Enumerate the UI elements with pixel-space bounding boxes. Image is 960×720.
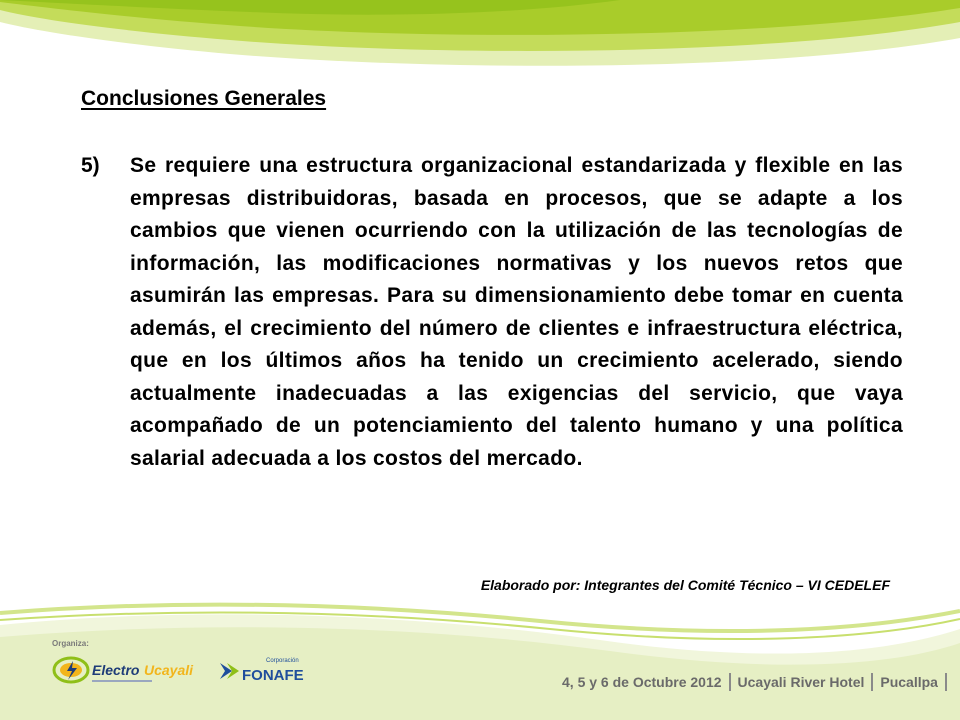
- section-heading: Conclusiones Generales: [81, 87, 327, 110]
- fonafe-corporacion-text: Corporación: [266, 658, 299, 664]
- separator: [945, 673, 947, 691]
- credit-line: Elaborado por: Integrantes del Comité Técnico – VI CEDELEF: [480, 577, 890, 593]
- electro-ucayali-logo: [52, 651, 232, 689]
- ucayali-word: Ucayali: [144, 662, 194, 678]
- separator: [871, 673, 873, 691]
- event-info: [562, 673, 954, 691]
- fonafe-logo: [218, 651, 323, 689]
- event-dates: 4, 5 y 6 de Octubre 2012: [562, 674, 722, 690]
- item-number: 5): [81, 154, 100, 177]
- conclusion-item: [81, 150, 903, 475]
- event-city: Pucallpa: [880, 674, 938, 690]
- top-swoosh-decoration: [0, 0, 960, 80]
- electro-word: Electro: [92, 662, 140, 678]
- item-text: Se requiere una estructura organizacional estandarizada y flexible en las empresas distribuidoras, basada en procesos, que se adapte a los cambios que vienen ocurriendo con la utilización de las tecnologías de información, las modificaciones normativas y los nuevos retos que asumirán las empresas. Para su dimensionamiento debe tomar en cuenta además, el crecimiento del número de clientes e infraestructura eléctrica, que en los últimos años ha tenido un crecimiento acelerado, siendo actualmente inadecuadas a las exigencias del servicio, que vaya acompañado de un potenciamiento del talento humano y una política salarial adecuada a los costos del mercado.: [130, 154, 903, 470]
- organiza-label: Organiza:: [52, 639, 89, 648]
- separator: [729, 673, 731, 691]
- event-venue: Ucayali River Hotel: [737, 674, 865, 690]
- fonafe-text: FONAFE: [242, 667, 304, 684]
